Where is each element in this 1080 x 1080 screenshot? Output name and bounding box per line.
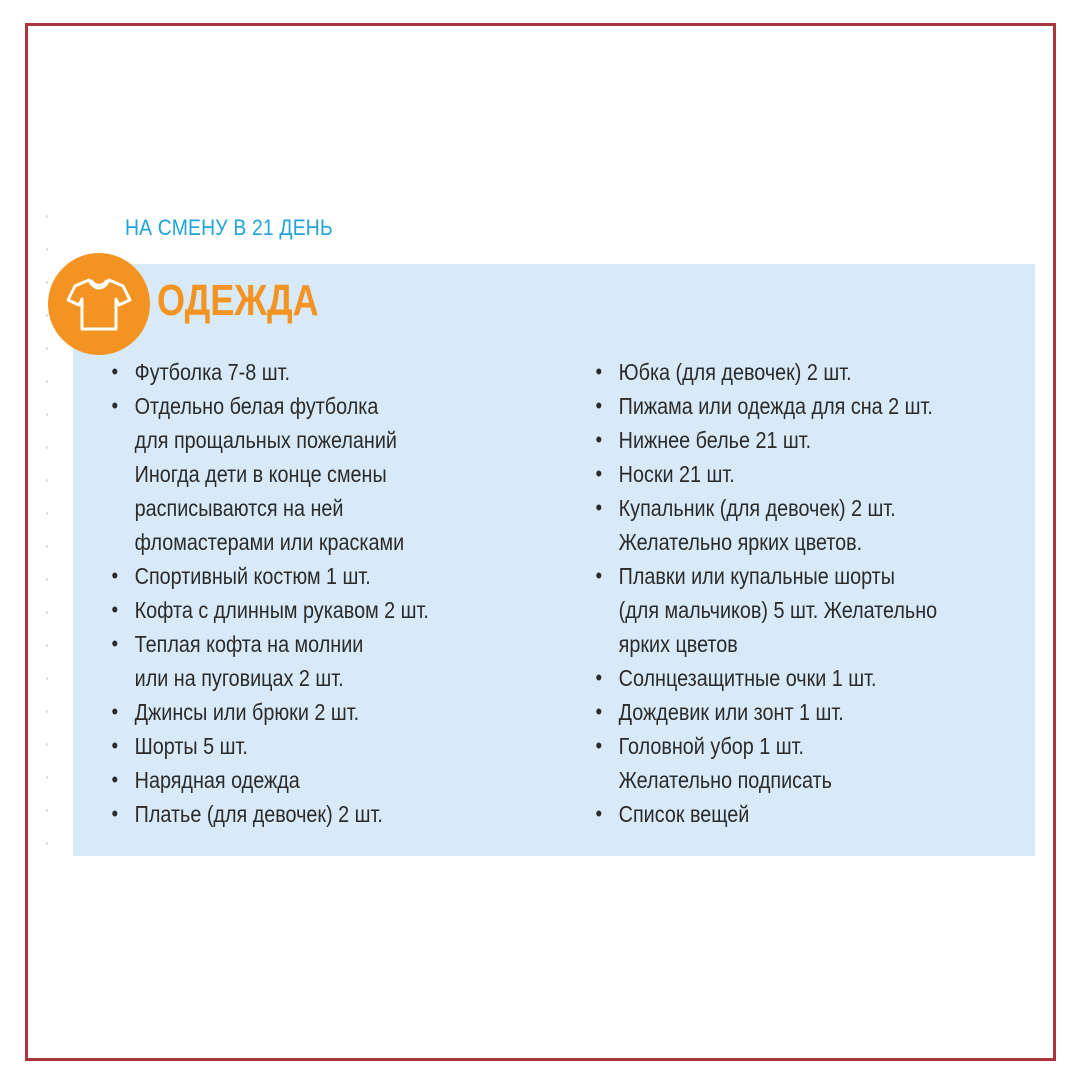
right-item-list bbox=[592, 355, 937, 831]
left-item-list bbox=[108, 355, 429, 831]
list-item bbox=[108, 695, 429, 729]
list-item-line: Желательно ярких цветов. bbox=[618, 529, 863, 555]
category-badge bbox=[48, 253, 150, 355]
section-kicker: НА СМЕНУ В 21 ДЕНЬ bbox=[125, 215, 333, 240]
list-item bbox=[592, 661, 937, 695]
list-item-line: • Солнцезащитные очки 1 шт. bbox=[618, 665, 877, 691]
list-item bbox=[592, 559, 937, 661]
list-item bbox=[592, 729, 937, 797]
list-item bbox=[592, 457, 937, 491]
list-item bbox=[108, 763, 429, 797]
list-item-line: • Плавки или купальные шорты bbox=[618, 563, 895, 589]
list-item-line: • Пижама или одежда для сна 2 шт. bbox=[618, 393, 933, 419]
list-item-line: • Нарядная одежда bbox=[134, 767, 300, 793]
list-item-line: • Список вещей bbox=[618, 801, 750, 827]
list-item-line: • Джинсы или брюки 2 шт. bbox=[134, 699, 360, 725]
list-item bbox=[108, 389, 429, 559]
list-item bbox=[592, 423, 937, 457]
list-item-line: расписываются на ней bbox=[134, 495, 344, 521]
list-item-line: • Футболка 7-8 шт. bbox=[134, 359, 290, 385]
list-item bbox=[108, 593, 429, 627]
list-item bbox=[592, 797, 937, 831]
list-item-line: • Дождевик или зонт 1 шт. bbox=[618, 699, 844, 725]
section-heading: ОДЕЖДА bbox=[157, 276, 319, 325]
list-item-line: Желательно подписать bbox=[618, 767, 832, 793]
list-item bbox=[108, 729, 429, 763]
list-item-line: • Шорты 5 шт. bbox=[134, 733, 248, 759]
tshirt-icon bbox=[65, 274, 133, 334]
list-item bbox=[108, 627, 429, 695]
list-item-line: или на пуговицах 2 шт. bbox=[134, 665, 344, 691]
list-item-line: • Нижнее белье 21 шт. bbox=[618, 427, 812, 453]
list-item-line: ярких цветов bbox=[618, 631, 738, 657]
list-item-line: • Носки 21 шт. bbox=[618, 461, 735, 487]
list-item-line: • Теплая кофта на молнии bbox=[134, 631, 364, 657]
list-item-line: • Спортивный костюм 1 шт. bbox=[134, 563, 371, 589]
list-item bbox=[592, 389, 937, 423]
list-item-line: • Юбка (для девочек) 2 шт. bbox=[618, 359, 852, 385]
list-item-line: • Головной убор 1 шт. bbox=[618, 733, 805, 759]
list-item-line: Иногда дети в конце смены bbox=[134, 461, 387, 487]
list-item-line: • Отдельно белая футболка bbox=[134, 393, 379, 419]
list-item bbox=[108, 797, 429, 831]
list-item bbox=[108, 559, 429, 593]
list-item-line: фломастерами или красками bbox=[134, 529, 405, 555]
list-item bbox=[108, 355, 429, 389]
list-item-line: • Купальник (для девочек) 2 шт. bbox=[618, 495, 896, 521]
list-item bbox=[592, 355, 937, 389]
list-item bbox=[592, 695, 937, 729]
list-item-line: • Платье (для девочек) 2 шт. bbox=[134, 801, 383, 827]
list-item-line: для прощальных пожеланий bbox=[134, 427, 397, 453]
list-item-line: (для мальчиков) 5 шт. Желательно bbox=[618, 597, 938, 623]
list-item-line: • Кофта с длинным рукавом 2 шт. bbox=[134, 597, 429, 623]
list-item bbox=[592, 491, 937, 559]
